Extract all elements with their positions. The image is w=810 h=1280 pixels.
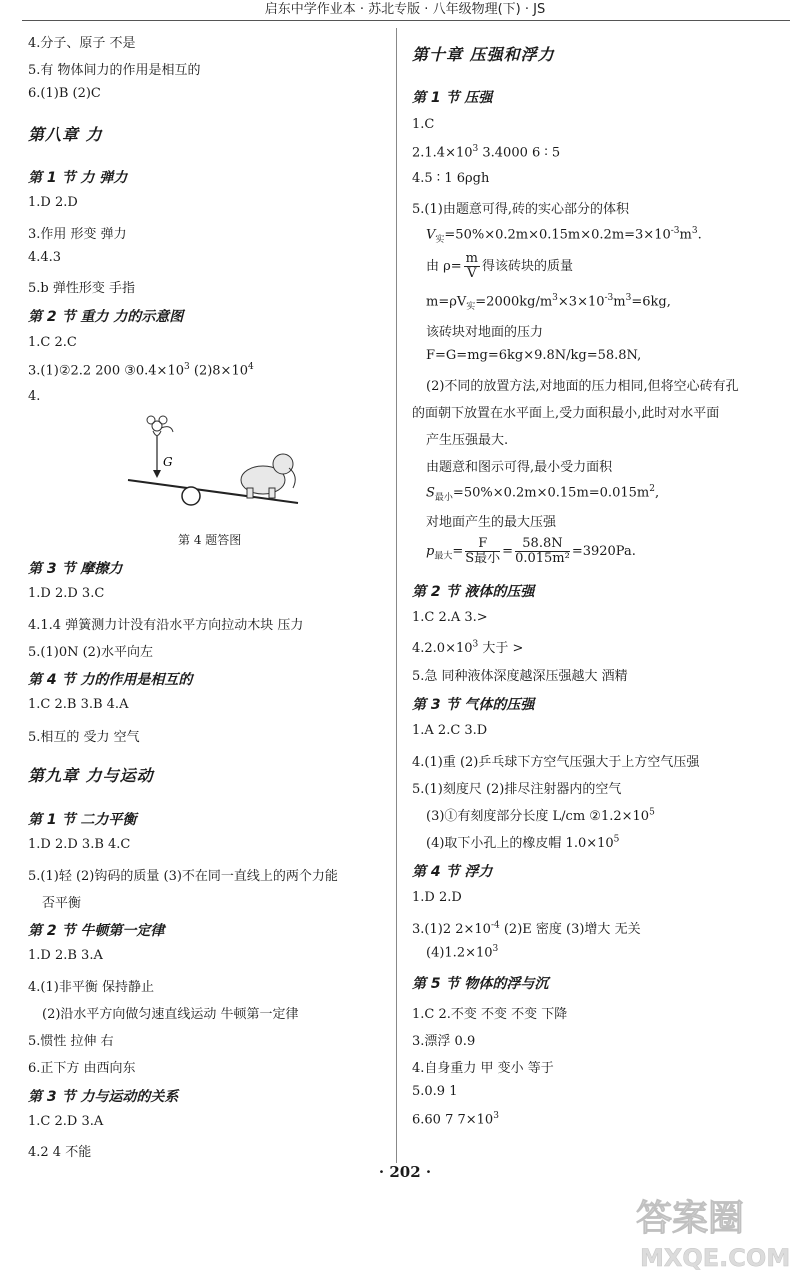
section-title: 第 1 节 压强	[412, 90, 493, 106]
formula-line: F=G=mg=6kg×9.8N/kg=58.8N,	[426, 348, 642, 363]
section-title: 第 1 节 力 弹力	[28, 170, 128, 186]
answer-line: 5.惯性 拉伸 右	[28, 1034, 114, 1049]
section-title: 第 4 节 力的作用是相互的	[28, 672, 193, 688]
answer-line: 3.(1)2 $2\times 10^{-4}$ (2)E 密度 (3)增大 无关	[412, 920, 641, 937]
header-rule	[22, 20, 790, 21]
formula-line: $m=\rho V_实=2000kg/m^3\times 3\times 10^{-3}m^3=6kg$,	[426, 293, 671, 312]
answer-line: 1.C	[412, 117, 435, 132]
section-title: 第 3 节 力与运动的关系	[28, 1089, 179, 1105]
answer-line: 5.急 同种液体深度越深压强越大 酒精	[412, 669, 628, 684]
answer-line: 3.作用 形变 弹力	[28, 227, 127, 242]
answer-line: 5.(1)由题意可得,砖的实心部分的体积	[412, 202, 629, 217]
answer-line: 1.D 2.D	[412, 890, 462, 905]
section-title: 第 4 节 浮力	[412, 864, 493, 880]
answer-line: 5.相互的 受力 空气	[28, 730, 140, 745]
answer-line: 由题意和图示可得,最小受力面积	[426, 460, 613, 475]
answer-line: 4.2 4 不能	[28, 1145, 92, 1160]
answer-line: 否平衡	[42, 896, 82, 911]
elephant-figure	[241, 454, 295, 498]
section-title: 第 3 节 气体的压强	[412, 697, 535, 713]
section-title: 第 2 节 重力 力的示意图	[28, 309, 184, 325]
answer-line: (4)取下小孔上的橡皮帽 $1.0\times 10^5$	[426, 834, 620, 851]
answer-line: $(4)1.2\times 10^3$	[426, 944, 499, 961]
answer-line: 1.D 2.B 3.A	[28, 948, 103, 963]
answer-line: 6.60 7 $7\times 10^3$	[412, 1111, 499, 1128]
answer-line: 1.C 2.D 3.A	[28, 1114, 104, 1129]
answer-line: 该砖块对地面的压力	[426, 325, 544, 340]
answer-line: 6.(1)B (2)C	[28, 86, 101, 101]
formula-line: $V_实=50\%\times 0.2m\times 0.15m\times 0.2m=3\times 10^{-3}m^3$.	[426, 226, 702, 245]
answer-line: 1.C 2.A 3.>	[412, 610, 488, 625]
section-title: 第 1 节 二力平衡	[28, 812, 137, 828]
watermark-url: MXQE.COM	[640, 1244, 791, 1272]
mouse-figure	[147, 416, 173, 436]
answer-line: 1.D 2.D 3.C	[28, 586, 105, 601]
answer-line: 产生压强最大.	[426, 433, 509, 448]
section-title: 第 5 节 物体的浮与沉	[412, 976, 549, 992]
watermark-text: 答案圈	[636, 1198, 745, 1239]
answer-line: (2)沿水平方向做匀速直线运动 牛顿第一定律	[42, 1007, 299, 1022]
answer-line: (3)①有刻度部分长度 L/cm $②1.2\times 10^5$	[426, 807, 655, 824]
page-number: · 202 ·	[378, 1163, 432, 1181]
gravity-arrow-head	[153, 470, 161, 478]
answer-line: 4.分子、原子 不是	[28, 36, 136, 51]
answer-line: 1.D 2.D 3.B 4.C	[28, 837, 131, 852]
answer-line: $2.1.4\times 10^3$ 3.4000 6 ∶ 5	[412, 144, 561, 161]
section-title: 第 2 节 牛顿第一定律	[28, 923, 165, 939]
answer-line: 4.(1)非平衡 保持静止	[28, 980, 154, 995]
answer-line: 3.(1)②2.2 200 $③0.4\times 10^3$ $(2)8\times 10^4$	[28, 362, 254, 379]
answer-line: 4.自身重力 甲 变小 等于	[412, 1061, 554, 1076]
answer-line: 5.(1)轻 (2)钩码的质量 (3)不在同一直线上的两个力能	[28, 869, 338, 884]
section-title: 第 2 节 液体的压强	[412, 584, 535, 600]
answer-line: 3.漂浮 0.9	[412, 1034, 476, 1049]
formula-line: $p_{最大}=$ $\frac{F}{\text{S最小}}$ = $\frac{58.8N}{\text{0.015m²}}$ =3920Pa.	[426, 536, 636, 566]
column-divider	[396, 28, 397, 1163]
chapter-title: 第八章 力	[28, 125, 103, 144]
answer-line: $4.2.0\times 10^3$ 大于 >	[412, 639, 524, 656]
page-header: 启东中学作业本 · 苏北专版 · 八年级物理(下) · JS	[264, 2, 546, 17]
answer-line: 6.正下方 由西向东	[28, 1061, 136, 1076]
answer-line: 5.(1)0N (2)水平向左	[28, 645, 154, 660]
answer-line: 4.	[28, 389, 41, 404]
answer-line: 1.A 2.C 3.D	[412, 723, 488, 738]
answer-line: 1.D 2.D	[28, 195, 78, 210]
formula-line: $S_{最小}=50\%\times 0.2m\times 0.15m=0.015m^2$,	[426, 484, 660, 503]
answer-line: 4.1.4 弹簧测力计没有沿水平方向拉动木块 压力	[28, 618, 304, 633]
answer-line: 5.(1)刻度尺 (2)排尽注射器内的空气	[412, 782, 622, 797]
seesaw-figure	[123, 408, 303, 508]
figure-caption: 第 4 题答图	[178, 533, 242, 547]
answer-line: 的面朝下放置在水平面上,受力面积最小,此时对水平面	[412, 406, 720, 421]
answer-line: 1.C 2.不变 不变 不变 下降	[412, 1007, 568, 1022]
chapter-title: 第九章 力与运动	[28, 766, 154, 785]
answer-line: 4.(1)重 (2)乒乓球下方空气压强大于上方空气压强	[412, 755, 700, 770]
section-title: 第 3 节 摩擦力	[28, 561, 123, 577]
answer-line: 4.5 ∶ 1 6ρgh	[412, 171, 490, 186]
fulcrum	[182, 487, 200, 505]
answer-line: (2)不同的放置方法,对地面的压力相同,但将空心砖有孔	[426, 379, 739, 394]
answer-line: 5.0.9 1	[412, 1084, 458, 1099]
chapter-title: 第十章 压强和浮力	[412, 45, 555, 64]
gravity-label: G	[163, 455, 173, 469]
answer-line: 1.C 2.B 3.B 4.A	[28, 697, 129, 712]
answer-line: 5.有 物体间力的作用是相互的	[28, 63, 201, 78]
watermark-logo	[630, 1190, 800, 1275]
answer-line: 1.C 2.C	[28, 335, 77, 350]
answer-line: 5.b 弹性形变 手指	[28, 281, 135, 296]
answer-line: 对地面产生的最大压强	[426, 515, 557, 530]
formula-line: 由 ρ= $\frac{m}{V}$ 得该砖块的质量	[426, 251, 574, 281]
answer-line: 4.4.3	[28, 250, 62, 265]
